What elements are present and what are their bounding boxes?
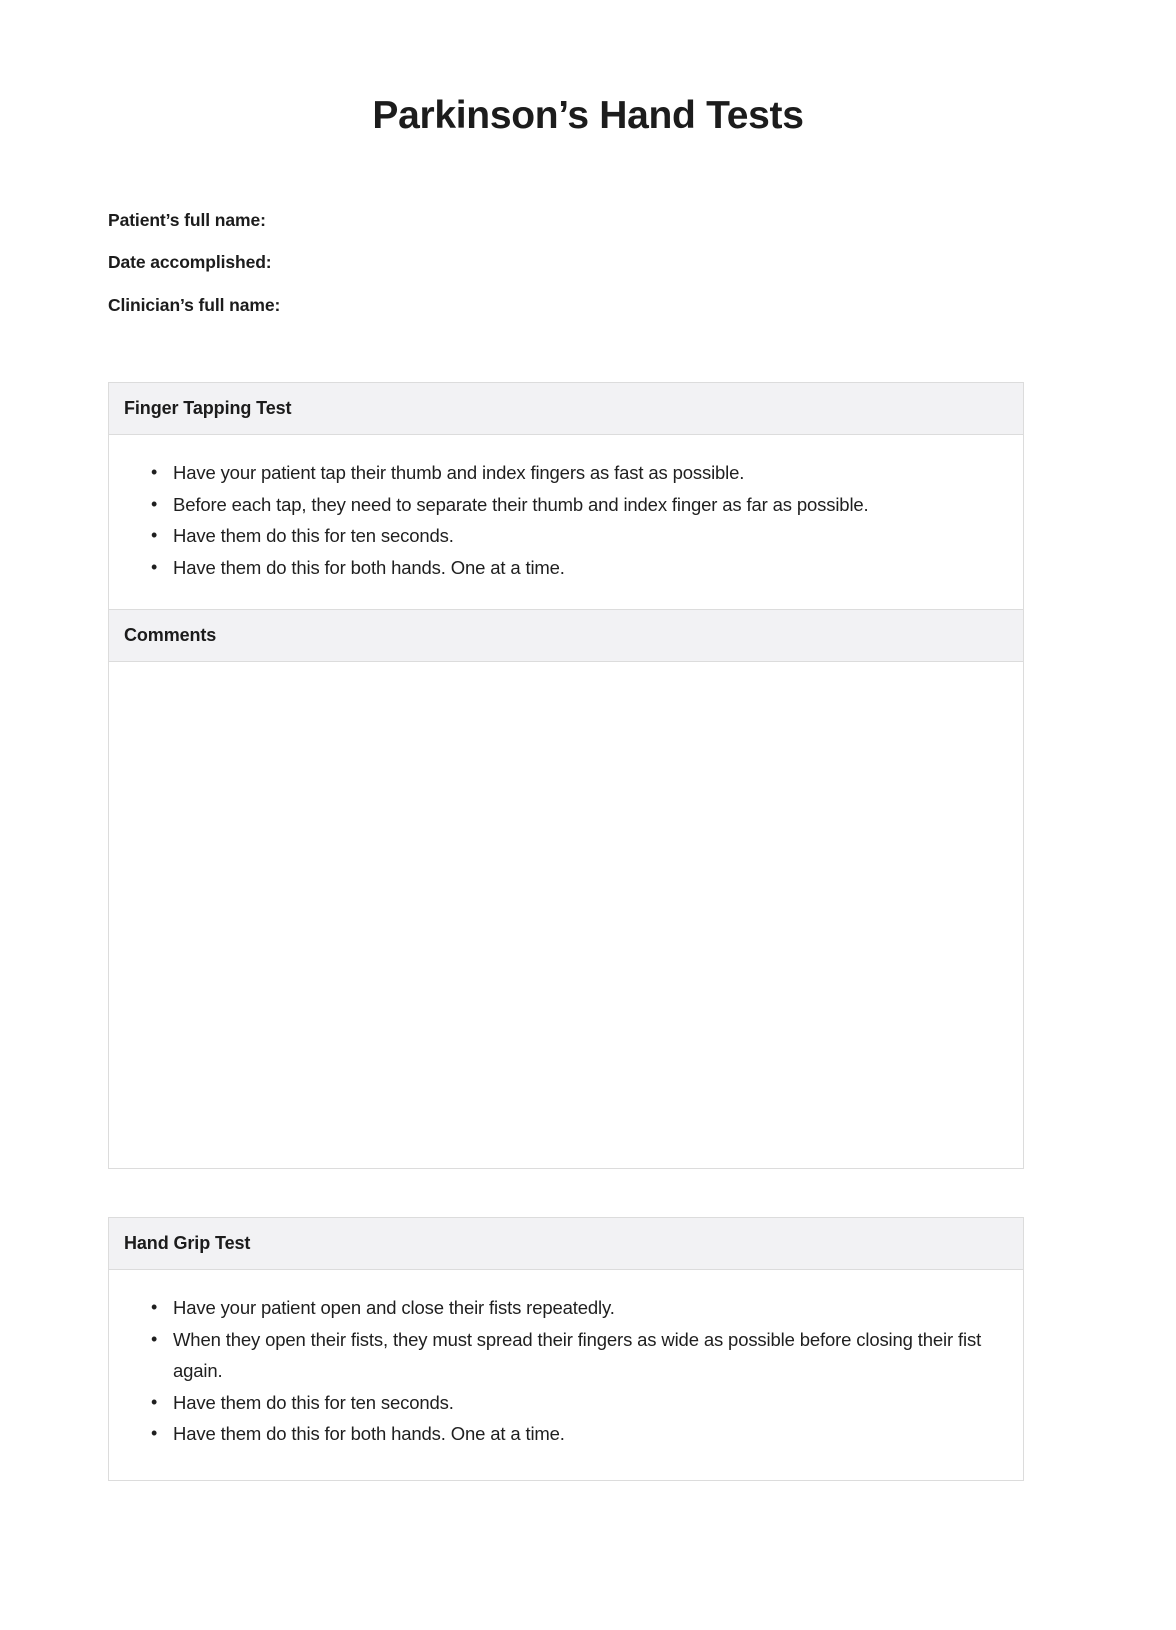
list-item: • Have them do this for both hands. One at a time. (173, 552, 1007, 584)
comments-input-area[interactable] (109, 662, 1023, 1168)
date-accomplished-field-label[interactable]: Date accomplished: (108, 252, 272, 273)
hand-grip-test-heading: Hand Grip Test (109, 1218, 1023, 1270)
finger-tapping-instruction-list (125, 457, 1007, 583)
list-item: • Have your patient open and close their fists repeatedly. (173, 1292, 1007, 1324)
list-item: • Have them do this for ten seconds. (173, 520, 1007, 552)
hand-grip-test-section (108, 1217, 1024, 1481)
spacer-above-finger-tapping (108, 314, 1068, 382)
patient-info-block (108, 209, 1068, 315)
patient-name-field-label[interactable]: Patient’s full name: (108, 209, 266, 230)
hand-grip-test-body (109, 1270, 1023, 1480)
finger-tapping-test-body (109, 435, 1023, 609)
comments-heading: Comments (109, 609, 1023, 662)
hand-grip-instruction-list (125, 1292, 1007, 1450)
list-item: • Before each tap, they need to separate their thumb and index finger as far as possible. (173, 489, 1007, 521)
clinician-name-field-label[interactable]: Clinician’s full name: (108, 294, 281, 315)
list-item: • Have them do this for both hands. One at a time. (173, 1418, 1007, 1450)
page-title: Parkinson’s Hand Tests (372, 94, 804, 137)
finger-tapping-test-heading: Finger Tapping Test (109, 383, 1023, 435)
list-item: • Have your patient tap their thumb and index fingers as fast as possible. (173, 457, 1007, 489)
spacer-above-hand-grip (108, 1169, 1068, 1217)
list-item: • When they open their fists, they must spread their fingers as wide as possible before closing their fist again. (173, 1324, 1007, 1387)
finger-tapping-test-section (108, 382, 1024, 1169)
list-item: • Have them do this for ten seconds. (173, 1387, 1007, 1419)
